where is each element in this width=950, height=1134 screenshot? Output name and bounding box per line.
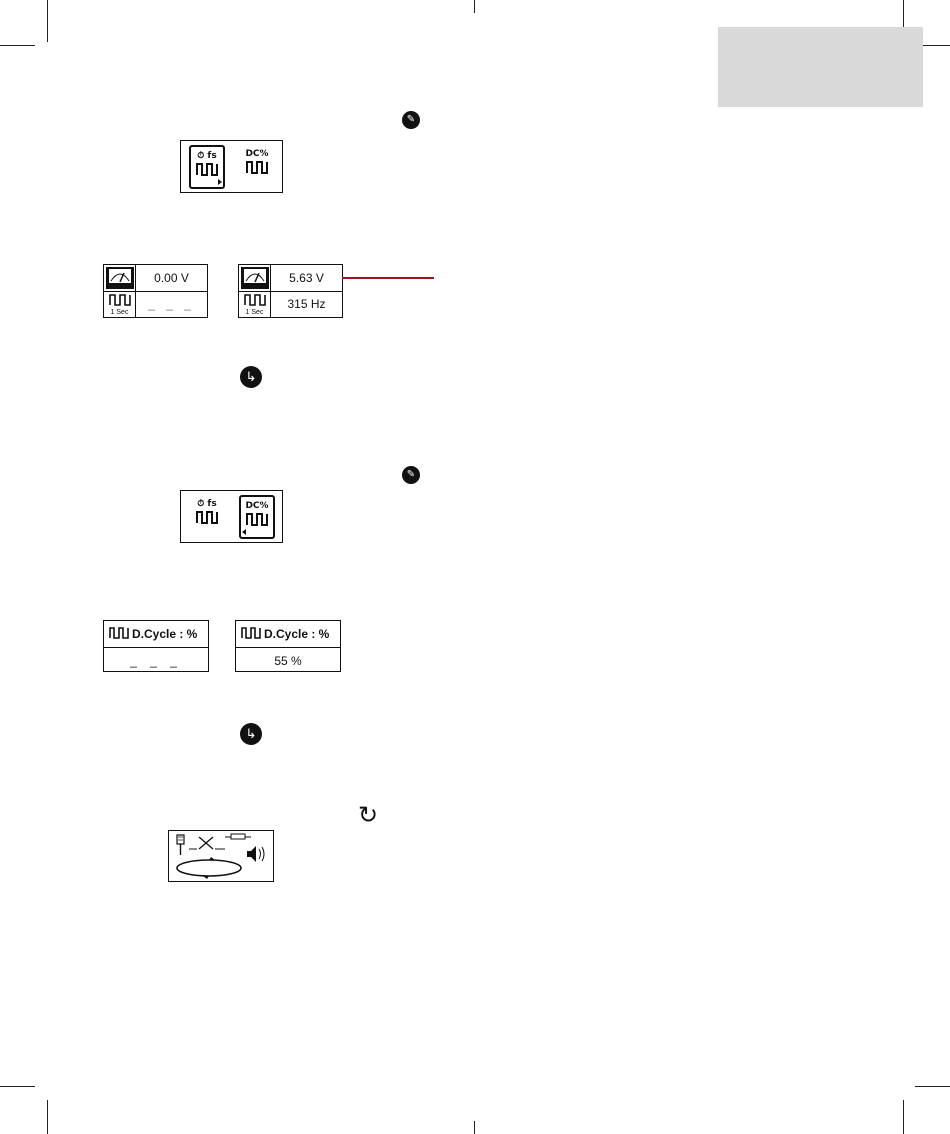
caret-right-icon [218, 179, 222, 185]
mode-item-duty-label: DC% [245, 149, 269, 159]
square-wave-icon [104, 291, 136, 317]
mode-item-duty[interactable] [239, 145, 275, 189]
square-wave-icon [246, 512, 268, 526]
mode-item-frequency[interactable] [189, 145, 225, 189]
voltage-value: 5.63 V [289, 271, 324, 285]
square-wave-icon [239, 291, 271, 317]
duty-cycle-readout-measured [235, 620, 341, 672]
duty-cycle-value: 55 % [274, 653, 302, 668]
frequency-readout-measured [238, 264, 343, 318]
section-tab [718, 27, 923, 107]
duty-cycle-readout-idle [103, 620, 209, 672]
crop-mark [0, 45, 35, 46]
duty-cycle-header: D.Cycle : % [132, 627, 198, 641]
time-base-label: 1 Sec [110, 309, 129, 316]
mode-item-frequency-label: ⏱ fs [197, 499, 217, 509]
enter-key-icon: ↳ [240, 366, 262, 388]
frequency-value: 315 Hz [287, 297, 326, 311]
frequency-mode-selector [180, 140, 283, 193]
frequency-value: _ _ _ [148, 297, 195, 311]
duty-mode-selector [180, 490, 283, 543]
mode-item-duty[interactable] [239, 495, 275, 539]
speaker-icon [247, 846, 264, 862]
center-mark [474, 0, 475, 13]
mode-cycle-diagram [168, 830, 274, 882]
mode-item-duty-label: DC% [245, 501, 269, 511]
mode-item-frequency-label: ⏱ fs [197, 151, 217, 161]
mode-item-frequency[interactable] [189, 495, 225, 539]
frequency-readout-idle [103, 264, 208, 318]
square-wave-icon [196, 162, 218, 176]
enter-key-icon: ↳ [240, 723, 262, 745]
square-wave-icon [196, 510, 218, 524]
time-base-label: 1 Sec [245, 309, 264, 316]
crop-mark [47, 1100, 48, 1134]
square-wave-icon [109, 627, 129, 642]
duty-cycle-header: D.Cycle : % [264, 627, 330, 641]
voltmeter-icon [239, 265, 271, 291]
square-wave-icon [241, 627, 261, 642]
bulb-icon [177, 835, 184, 855]
callout-line [342, 277, 434, 279]
test-lead-icon [225, 834, 251, 839]
probe-icon [189, 837, 225, 849]
cycle-arrows-icon: ↻ [358, 801, 379, 829]
function-key-icon: ✎ [402, 111, 420, 129]
mode-cycle-graphic [169, 831, 273, 881]
voltage-value: 0.00 V [154, 271, 189, 285]
crop-mark [47, 0, 48, 42]
duty-cycle-value: _ _ _ [130, 653, 182, 668]
voltmeter-icon [104, 265, 136, 291]
center-mark [474, 1121, 475, 1134]
crop-mark [903, 1100, 904, 1134]
function-key-icon: ✎ [402, 466, 420, 484]
crop-mark [915, 1086, 950, 1087]
crop-mark [0, 1086, 35, 1087]
caret-left-icon [242, 529, 246, 535]
square-wave-icon [246, 160, 268, 174]
